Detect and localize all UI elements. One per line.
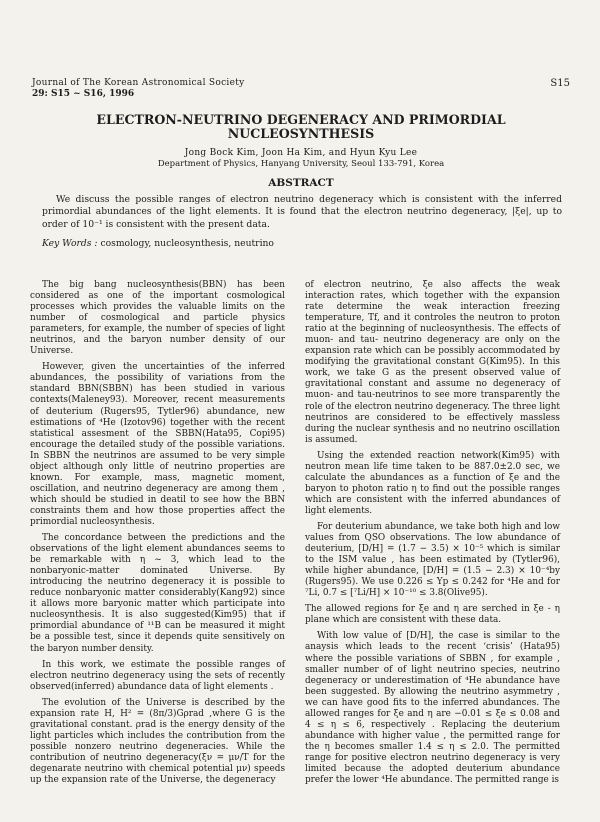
paragraph: With low value of [D/H], the case is similar to the anaysis which leads to the recent ‘crisis’ (Hata95) where the possible variations of SBBN , for example , smaller number of of light neutrino species, neutrino degeneracy or underestimation of ⁴He abundance have been suggested. By allowing the neutrino asymmetry , we can have good fits to the inferred abundances. The allowed ranges for ξe and η are −0.01 ≤ ξe ≤ 0.08 and 4 ≤ η ≤ 6, respectively . Replacing the deuterium abundance with higher value , the permitted range for the η becomes smaller 1.4 ≤ η ≤ 2.0. The permitted range for positive electron neutrino degeneracy is very limited because the adopted deuterium abundance prefer the lower ⁴He abundance. The permitted range is xyxy=(305,631,560,786)
paper-title xyxy=(32,113,570,141)
paragraph: However, given the uncertainties of the inferred abundances, the possibility of variations from the standard BBN(SBBN) has been studied in various contexts(Maleney93). Moreover, recent measurements of deuterium (Rugers95, Tytler96) abundance, new estimations of ⁴He (Izotov96) together with the recent statistical assesment of the SBBN(Hata95, Copi95) encourage the detailed study of the possible variations. In SBBN the neutrinos are assumed to be very simple object although only little of neutrino properties are known. For example, mass, magnetic moment, oscillation, and neutrino degeneracy are among them , which should be studied in deatil to see how the BBN constraints them and how those properties affect the primordial nucleosynthesis. xyxy=(30,362,285,527)
issue-info: 29: S15 ~ S16, 1996 xyxy=(32,89,135,99)
paragraph: In this work, we estimate the possible ranges of electron neutrino degeneracy using the sets of recently observed(inferred) abundance data of light elements . xyxy=(30,659,285,692)
body-right-column xyxy=(305,280,560,791)
paragraph: The big bang nucleosynthesis(BBN) has been considered as one of the important cosmological processes which provides the valuable limits on the number of cosmological and particle physics parameters, for example, the number of species of light neutrinos, and the baryon number density of our Universe. xyxy=(30,280,285,357)
keywords-text: cosmology, nucleosynthesis, neutrino xyxy=(100,238,274,249)
body-left-column xyxy=(30,280,285,791)
paragraph: The allowed regions for ξe and η are serched in ξe - η plane which are consistent with these data. xyxy=(305,604,560,626)
running-header xyxy=(32,78,570,100)
author-affiliation: Department of Physics, Hanyang University, Seoul 133-791, Korea xyxy=(157,159,445,169)
paragraph: Using the extended reaction network(Kim95) with neutron mean life time taken to be 887.0±2.0 sec, we calculate the abundances as a function of ξe and the baryon to photon ratio η to find out the possible ranges which are consistent with the inferred abundances of light elements. xyxy=(305,450,560,516)
abstract-text: We discuss the possible ranges of electron neutrino degeneracy which is consistent with the inferred primordial abundances of the light elements. It is found that the electron neutrino degeneracy, |ξe|, up to order of 10⁻¹ is consistent with the present data. xyxy=(42,194,562,230)
keywords-label: Key Words : xyxy=(42,238,98,249)
author-list: Jong Bock Kim, Joon Ha Kim, and Hyun Kyu Lee xyxy=(184,148,418,158)
title-line-2: NUCLEOSYNTHESIS xyxy=(227,126,375,141)
title-line-1: ELECTRON-NEUTRINO DEGENERACY AND PRIMORDIAL xyxy=(96,112,506,127)
abstract-heading: ABSTRACT xyxy=(268,177,334,189)
paragraph: of electron neutrino, ξe also affects the weak interaction rates, which together with the expansion rate determine the weak interaction freezing temperature, Tf, and it controles the neutron to proton ratio at the beginning of nucleosynthesis. The effects of muon- and tau- neutrino degeneracy are only on the expansion rate which can be possibly accommodated by modifying the gravitational constant G(Kim95). In this work, we take G as the present observed value of gravitational constant and assume no degeneracy of muon- and tau-neutrinos to see more transparently the role of the electron neutrino degeneracy. The three light neutrinos are considered to be effectively massless during the nuclear synthesis and no neutrino oscillation is assumed. xyxy=(305,280,560,445)
page-number: S15 xyxy=(550,78,570,89)
keywords xyxy=(42,238,562,249)
journal-name: Journal of The Korean Astronomical Society xyxy=(32,78,245,88)
paragraph: For deuterium abundance, we take both high and low values from QSO observations. The low abundance of deuterium, [D/H] = (1.7 − 3.5) × 10⁻⁵ which is similar to the ISM value , has been estimated by (Tytler96), while higher abundance, [D/H] = (1.5 − 2.3) × 10⁻⁴by (Rugers95). We use 0.226 ≤ Yp ≤ 0.242 for ⁴He and for ⁷Li, 0.7 ≤ [⁷Li/H] × 10⁻¹⁰ ≤ 3.8(Olive95). xyxy=(305,521,560,599)
paragraph: The concordance between the predictions and the observations of the light element abundances seems to be remarkable with η ~ 3, which lead to the nonbaryonic-matter dominated Universe. By introducing the neutrino degeneracy it is possible to reduce nonbaryonic matter considerably(Kang92) since it allows more baryonic matter which participate into nucleosynthesis. It is also suggested(Kim95) that if primordial abundance of ¹¹B can be measured it might be a possible test, since it depends quite sensitively on the baryon number density. xyxy=(30,533,285,654)
paragraph: The evolution of the Universe is described by the expansion rate H, H² = (8π/3)Gρrad ,where G is the gravitational constant. ρrad is the energy density of the light particles which includes the contribution from the possible nonzero neutrino degeneracies. While the contribution of neutrino degeneracy(ξν = μν/T for the degenarate neutrino with chemical potential μν) speeds up the expansion rate of the Universe, the degeneracy xyxy=(30,697,285,786)
